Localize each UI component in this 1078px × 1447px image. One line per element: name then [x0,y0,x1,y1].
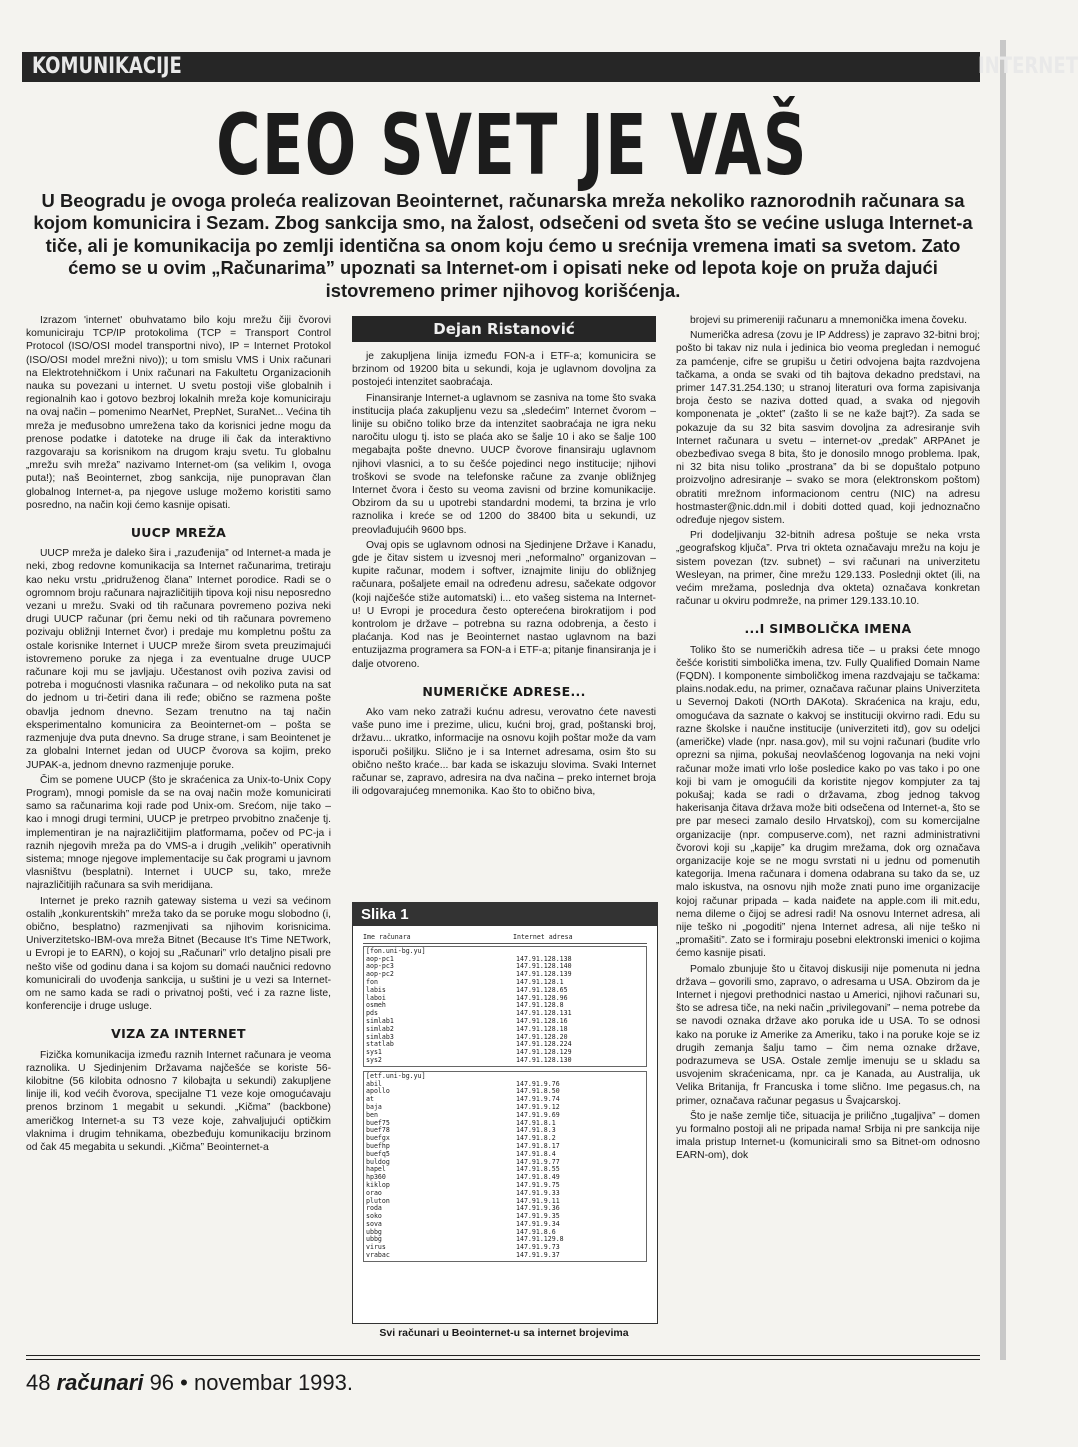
paragraph: Čim se pomene UUCP (što je skraćenica za Unix-to-Unix Copy Program), mnogi pomisle da se na ovaj način može komunicirati samo sa računarima koji rade pod Unix-om. Srećom, nije tako – kao i mnogi drugi termini, UUCP je pretrpeo prvobitno značenje tj. implementiran je na najrazličitijim platformama, počev od PC-ja i raznih njegovih mreža pa do VMS-a i drugih „velikih” operativnih sistema; mnoge njegove implementacije su čak programi u javnom vlasništvu (besplatni). Internet i UUCP su, tako, mreže najrazličitijih računara sa svih meridijana. [26,774,331,892]
host-address: 147.91.8.6 [516,1227,556,1236]
host-address: 147.91.128.140 [516,962,572,971]
host-name: statlab [366,1040,394,1049]
host-name: apollo [366,1087,390,1096]
host-name: aop-pc1 [366,954,394,963]
host-name: buef78 [366,1126,390,1135]
host-name: simlab2 [366,1024,394,1033]
host-name: sys2 [366,1055,382,1064]
table-row [366,987,644,995]
subheading: VIZA ZA INTERNET [111,1026,246,1042]
host-name: ubbg [366,1227,382,1236]
host-table-header [363,934,647,944]
host-group [363,946,647,1067]
issue-date: novembar 1993. [194,1370,353,1395]
host-name: aop-pc3 [366,962,394,971]
table-row [366,963,644,971]
host-address: 147.91.9.11 [516,1196,560,1205]
host-name: virus [366,1243,386,1252]
table-row [366,1088,644,1096]
table-row [366,1135,644,1143]
host-name: pds [366,1009,378,1018]
table-row [366,1104,644,1112]
host-address: 147.91.9.36 [516,1204,560,1213]
column-1 [26,314,331,1156]
host-address: 147.91.9.73 [516,1243,560,1252]
table-row [366,1229,644,1237]
paragraph: Fizička komunikacija između raznih Internet računara je veoma raznolika. U Sjedinjenim Državama najčešće se koriste 56-kilobitne (56 kilobita odnosno 7 kilobajta u sekundi) zakupljene linije ili, kod većih čvorova, specijalne T1 veze koje omogućavaju prenos brzinom 1 megabit u sekundi. „Kičma” (backbone) američkog Internet-a su T3 veze koje, zahvaljujući optičkim vlaknima i drugim tehnikama, obezbeđuju komunikaciju brzinom od čak 45 megabita u sekundi. „Kičma” Beointernet-a [26,1049,331,1153]
host-address: 147.91.9.12 [516,1102,560,1111]
host-name: simlab1 [366,1016,394,1025]
host-address: 147.91.8.3 [516,1126,556,1135]
host-address: 147.91.8.4 [516,1149,556,1158]
host-group-label: [etf.uni-bg.yu] [366,1071,426,1080]
host-name: hp360 [366,1173,386,1182]
host-address: 147.91.128.130 [516,1055,572,1064]
paragraph: Ako vam neko zatraži kućnu adresu, verovatno ćete navesti vaše puno ime i prezime, ulicu, kućni broj, grad, poštanski broj, državu... ukratko, informacije na osnovu kojih poštar može da vam isporuči pošiljku. Slično je i sa Internet adresama, osim što su obično nešto kraće... bar kada se iskazuju slovima. Svaki Internet računar se, zapravo, adresira na dva načina – preko internet broja ili odgovarajućeg mnemonika. Kao što to obično biva, [352,707,656,798]
paragraph: brojevi su primereniji računaru a mnemonička imena čoveku. [690,315,967,326]
host-name: vrabac [366,1251,390,1260]
host-group-label: [fon.uni-bg.yu] [366,946,426,955]
host-name: sova [366,1219,382,1228]
paragraph: Internet je preko raznih gateway sistema u vezi sa većinom ostalih „konkurentskih” mreža tako da se poruke mogu slobodno (i, obično, besplatno) razmenjivati sa njihovim korisnicima. Univerzitetsko-IBM-ova mreža Bitnet (Because It's Time NETwork, u Evropi je to EARN), o kojoj su „Računari” vrlo detaljno pisali pre nešto više od godinu dana i sa kojom su domaći naučnici redovno komunicirali do uvođenja sankcija, u suštini je u vezi sa Internet-om ne samo kada se radi o privatnoj pošti, već i za razne liste, konferencije i druge usluge. [26,895,331,1013]
column-2 [352,350,656,801]
footer-rule [26,1359,980,1360]
page-folio [26,1370,353,1396]
paragraph: Pri dodeljivanju 32-bitnih adresa poštuje se neka vrsta „geografskog ključa”. Prva tri okteta označavaju mrežu na koju je sistem povezan (tzv. subnet) – svi računari na univerzitetu Wesleyan, na primer, čine mrežu 129.133. Poslednji oktet (ili, na većim mrežama, poslednja dva okteta) označava konkretan računar u okviru podmreže, na primer 129.133.10.10. [676,530,980,608]
host-address: 147.91.9.76 [516,1079,560,1088]
host-address: 147.91.128.224 [516,1040,572,1049]
column-3 [676,314,980,1165]
table-row [366,1182,644,1190]
host-address: 147.91.128.96 [516,993,568,1002]
table-row [366,1205,644,1213]
host-name: buefgx [366,1134,390,1143]
paragraph: Ovaj opis se uglavnom odnosi na Sjedinjene Države i Kanadu, gde je čitav sistem u izvesnoj meri „neformalno” organizovan – kupite računar, modem i softver, iznajmite liniju do obližnjeg računara, pošaljete email na određenu adresu, sačekate odgovor (koji najčešće stiže automatski) i... eto vašeg sistema na Internet-u! U Evropi je procedura često opterećena birokratijom i pod kontrolom je države – potrebna su razna odobrenja, a često i plaćanja. Kod nas je Beointernet nastao uglavnom na bazi entuzijazma programera sa FON-a i ETF-a; pitanje finansiranja je i dalje otvoreno. [352,539,656,670]
table-row [366,1026,644,1034]
table-row [366,1174,644,1182]
host-name: fon [366,977,378,986]
table-row [366,971,644,979]
paragraph: Izrazom 'internet' obuhvatamo bilo koju mrežu čiji čvorovi komuniciraju TCP/IP protokolima (TCP = Transport Control Protocol (ISO/OSI model transportni nivo), IP = Internet Protokol (ISO/OSI model mrežni nivo)); u tom smislu VMS i Unix računari na Elektrotehničkom i Unix računari na Fakultetu Organizacionih nauka su povezani u internet. U svetu postoji više globalnih i regionalnih kao i gotovo bezbroj lokalnih mreža koje komuniciraju na ovaj način – pomenimo NearNet, PrepNet, SuraNet... Većina tih mreža je međusobno umrežena tako da korisnici jedne mogu da prenose podatke i datoteke na druge ili čak da interaktivno razgovaraju sa korisnikom na drugom kraju svetu. Tu globalnu „mrežu svih mreža” nazivamo Internet-om (sa velikim I, ovoga puta!); naš Beointernet, zbog sankcija, nije punopravan član globalnog Internet-a, pa njegove usluge možemo koristiti samo posredno, na način koji ćemo kasnije opisati. [26,315,331,511]
paragraph: Pomalo zbunjuje što u čitavoj diskusiji nije pomenuta ni jedna država – govorili smo, zapravo, o adresama u USA. Obzirom da je Internet i njegovi prethodnici nastao u Americi, njihovi računari su, što se adresa tiče, na neki način „privilegovani” – nema potrebe da se navodi oznaka države ako poruka ide u USA. To se odnosi kako na poruke iz Amerike za Ameriku, tako i na poruke koje se iz drugih zemanja šalju tamo – čim nema oznake države, podrazumeva se USA. Ostale zemlje imenuju se u skladu sa usvojenim skraćenicama, npr. ca je Kanada, au Australija, uk Velika Britanija, fr Francuska i tome slično. Ime pegasus.ch, na primer, označava računar pegasus u Švajcarskoj. [676,963,980,1107]
host-address: 147.91.9.33 [516,1188,560,1197]
table-row [366,1159,644,1167]
table-row [366,1198,644,1206]
table-row [366,1244,644,1252]
host-address: 147.91.8.50 [516,1087,560,1096]
footer-rule [26,1355,980,1356]
host-address: 147.91.9.74 [516,1095,560,1104]
table-row [366,1096,644,1104]
host-name: buef75 [366,1118,390,1127]
host-address: 147.91.9.35 [516,1212,560,1221]
host-name: abil [366,1079,382,1088]
section-label-right: INTERNET [977,54,1078,79]
host-address: 147.91.128.8 [516,1001,564,1010]
host-address: 147.91.8.49 [516,1173,560,1182]
host-address: 147.91.128.139 [516,970,572,979]
table-row [366,1049,644,1057]
table-row [366,1010,644,1018]
host-address: 147.91.128.131 [516,1009,572,1018]
table-row [366,1221,644,1229]
host-name: pluton [366,1196,390,1205]
host-name: at [366,1095,374,1104]
figure-host-table [352,902,658,1324]
page-edge-shadow [1000,40,1006,1360]
host-address: 147.91.128.65 [516,985,568,994]
host-name: orao [366,1188,382,1197]
host-address: 147.91.128.18 [516,1024,568,1033]
subheading: ...I SIMBOLIČKA IMENA [744,621,912,637]
host-name: kiklop [366,1180,390,1189]
host-address: 147.91.128.1 [516,977,564,986]
table-row [366,1166,644,1174]
author-box: Dejan Ristanović [352,316,656,342]
host-name: soko [366,1212,382,1221]
table-row [366,1213,644,1221]
article-headline: CEO SVET JE VAŠ [216,96,808,194]
paragraph: je zakupljena linija između FON-a i ETF-a; komunicira se brzinom od 19200 bita u sekundi, koja je uglavnom dovoljna za postojeći intenzitet saobraćaja. [352,351,656,389]
host-address: 147.91.9.37 [516,1251,560,1260]
col-header-name: Ime računara [363,933,411,941]
host-name: ubbg [366,1235,382,1244]
host-name: baja [366,1102,382,1111]
table-row [366,1112,644,1120]
host-address: 147.91.128.16 [516,1016,568,1025]
host-name: buefq5 [366,1149,390,1158]
host-address: 147.91.9.75 [516,1180,560,1189]
host-address: 147.91.9.34 [516,1219,560,1228]
section-header-bar [22,52,1078,82]
paragraph: UUCP mreža je daleko šira i „razuđenija” od Internet-a mada je neki, zbog redovne komunikacija sa Internet računarima, tretiraju kao neku vrstu „pridruženog člana” Internet porodice. Radi se o ogromnom broju računara najrazličitijih tipova koji nisu neposredno vezani u mrežu. Svaki od tih računara povremeno poziva neki drugi UUCP računar (pri čemu neki od tih računara povremeno pozivaju obližnji Internet čvor) i predaje mu kompletnu poštu za ostale korisnike Internet i UUCP mreže širom sveta preuzimajući istovremeno poruke za njega i za eventualne druge UUCP računare koji mu se javljaju. Učestanost ovih poziva zavisi od potreba i mogućnosti vlasnika računara – od nekoliko puta na sat do jednom u tri-četiri dana ili ređe; obično se razmena pošte obavlja jednom dnevno. Sezam trenutno na taj način eksperimentalno komunicira za Beointernet-om – pošta se razmenjuje dva puta dnevno. Sa druge strane, i sam Beointenet je za globalni Internet jedan od UUCP čvorova sa kojim, preko JUPAK-a, jednom dnevno razmenjuje poruke. [26,548,331,771]
table-row [366,1057,644,1065]
table-row [366,1190,644,1198]
table-row [366,1002,644,1010]
section-label-left: KOMUNIKACIJE [32,54,182,79]
page-number: 48 [26,1370,51,1395]
table-row [366,1151,644,1159]
paragraph: Numerička adresa (zovu je IP Address) je zapravo 32-bitni broj; pošto bi takav niz nula i jedinica bio veoma pregledan i nemoguć za pamćenje, cifre se grupišu u četiri odvojena bajta razdvojena tačkama, a onda se svaki od tih bajtova dekadno predstavi, na primer 147.31.254.130; u stranoj literaturi ova forma zapisivanja broja često se naziva dotted quad, a svaka od njegovih komponenata je „oktet” (zašto li se ne kaže bajt?). Za sada se pokazuje da su 32 bita sasvim dovoljna za adresiranje svih Internet računara u svetu – internet-ov „predak” ARPAnet je obezbeđivao svega 8 bita, što je donosilo mnogo problema. Ipak, ni 32 bita nisu toliko „prostrana” da bi se dopuštalo potpuno proizvoljno adresiranje – svako se mora (elektronskom poštom) obratiti mrežnom informacionom centru (NIC) na adresu hostmaster@nic.ddn.mil i dobiti dotted quad, koji jednoznačno određuje njegov sistem. [676,330,980,527]
subheading: UUCP MREŽA [130,525,227,541]
col-header-address: Internet adresa [513,933,573,941]
figure-caption: Svi računari u Beointernet-u sa internet brojevima [379,1327,629,1339]
host-name: buldog [366,1157,390,1166]
paragraph: Što je naše zemlje tiče, situacija je prilično „tugaljiva” – domen yu formalno postoji ali ne pripada nama! Srbija ni pre sankcija nije imala pristup Internet-u (komunicirali smo sa Bitnet-om odnosno EARN-om), dok [676,1110,980,1162]
host-address: 147.91.8.1 [516,1118,556,1127]
host-address: 147.91.8.17 [516,1141,560,1150]
host-address: 147.91.9.77 [516,1157,560,1166]
article-lead: U Beogradu je ovoga proleća realizovan Beointernet, računarska mreža nekoliko raznorodnih računara sa kojom komunicira i Sezam. Zbog sankcija smo, na žalost, odsečeni od sveta što se većine usluga Internet-a tiče, ali je komunikacija po zemlji identična sa onom koju ćemo u srećnija vremena imati sa svetom. Zato ćemo se u ovim „Računarima” upoznati sa Internet-om i opisati neke od lepota koje on pruža dajući istovremeno primer njihovog korišćenja. [33,190,973,301]
host-name: osmeh [366,1001,386,1010]
table-row [366,1143,644,1151]
paragraph: Finansiranje Internet-a uglavnom se zasniva na tome što svaka institucija plaća zakupljenu vezu sa „sledećim” Internet čvorom – linije su obično toliko brze da intenzitet saobraćaja ne igra neku naročitu ulogu tj. isto se plaća ako se šalje 10 i ako se šalje 100 megabajta pošte dnevno. UUCP čvorove finansiraju uglavnom njihovi vlasnici, a to su češće pojedinci nego institucije; njihovi troškovi se svode na telefonske račune za zvanje obližnjeg Internet čvora i često su veoma zavisni od brzine komunikacije. Obzirom da su u upotrebi standardni modemi, ta brzina je vrlo raznolika i kreće se od 1200 do 38400 bita u sekundi, uz preovlađujućih 9600 bps. [352,392,656,536]
host-address: 147.91.128.20 [516,1032,568,1041]
table-row [366,1252,644,1260]
table-row [366,1127,644,1135]
table-row [366,1236,644,1244]
host-address: 147.91.128.129 [516,1048,572,1057]
paragraph: Toliko što se numeričkih adresa tiče – u praksi ćete mnogo češće koristiti simbolička imena, tzv. Fully Qualified Domain Name (FQDN). I komponente simboličkog imena razdvajaju se tačkama: plains.nodak.edu, na primer, označava računar plains Univerziteta u Severnoj Dakoti (NOrth DAKota). Skraćenica na kraju, edu, omogućava da saznate o kakvoj se instituciji okvirno radi. Edu su razne školske i naučne institucije (univerziteti itd), gov su odeljci (američke) vlade (npr. nasa.gov), mil su vojni računari (budite vrlo oprezni sa njima, pokušaj neovlašćenog logovanja na neki vojni računar može imati vrlo loše posledice kako po vas tako i po one koji bi vam je omogućili da koristite njegov kompjuter za taj pokušaj; kada se radi o državama, zbog jednog takvog hakerisanja čitava država može biti odsečena od Internet-a, što se pre par meseci zamalo desilo Hrvatskoj), com su komercijalne organizacije (npr. compuserve.com), net razni administrativni čvorovi koji su „kapije” ka drugim mrežama, dok org označava organizacije koje se ne mogu svrstati ni u jednu od pomenutih kategorija. Imena računara i domena odabrana su tako da se, uz malo iskustva, na osnovu njih može znati puno ime organizacije kojoj računar pripada – kada naiđete na apple.com ili mit.edu, nema dileme o čijoj se adresi radi! Na osnovu Internet adresa, ali nije teško ni „pogoditi” njena Internet adresa, ali nije teško ni „promašiti”. Zato se i formiraju posebni elektronski imenici o kojima ćemo kasnije pisati. [676,644,980,960]
host-name: sys1 [366,1048,382,1057]
host-table [363,934,647,1262]
host-group [363,1071,647,1262]
table-row [366,1018,644,1026]
figure-title: Slika 1 [353,903,657,926]
table-row [366,1120,644,1128]
host-name: simlab3 [366,1032,394,1041]
table-row [366,1081,644,1089]
host-address: 147.91.9.69 [516,1110,560,1119]
host-name: roda [366,1204,382,1213]
bullet: • [180,1370,188,1395]
issue-number: 96 [149,1370,175,1395]
magazine-name: računari [56,1370,144,1395]
host-address: 147.91.8.55 [516,1165,560,1174]
subheading: NUMERIČKE ADRESE... [422,683,586,699]
table-row [366,956,644,964]
table-row [366,1034,644,1042]
host-name: ben [366,1110,378,1119]
host-address: 147.91.129.8 [516,1235,564,1244]
host-name: hapel [366,1165,386,1174]
host-name: laboi [366,993,386,1002]
host-name: labis [366,985,386,994]
host-name: aop-pc2 [366,970,394,979]
host-name: buefhp [366,1141,390,1150]
host-address: 147.91.128.138 [516,954,572,963]
table-row [366,979,644,987]
host-address: 147.91.8.2 [516,1134,556,1143]
table-row [366,995,644,1003]
table-row [366,1041,644,1049]
